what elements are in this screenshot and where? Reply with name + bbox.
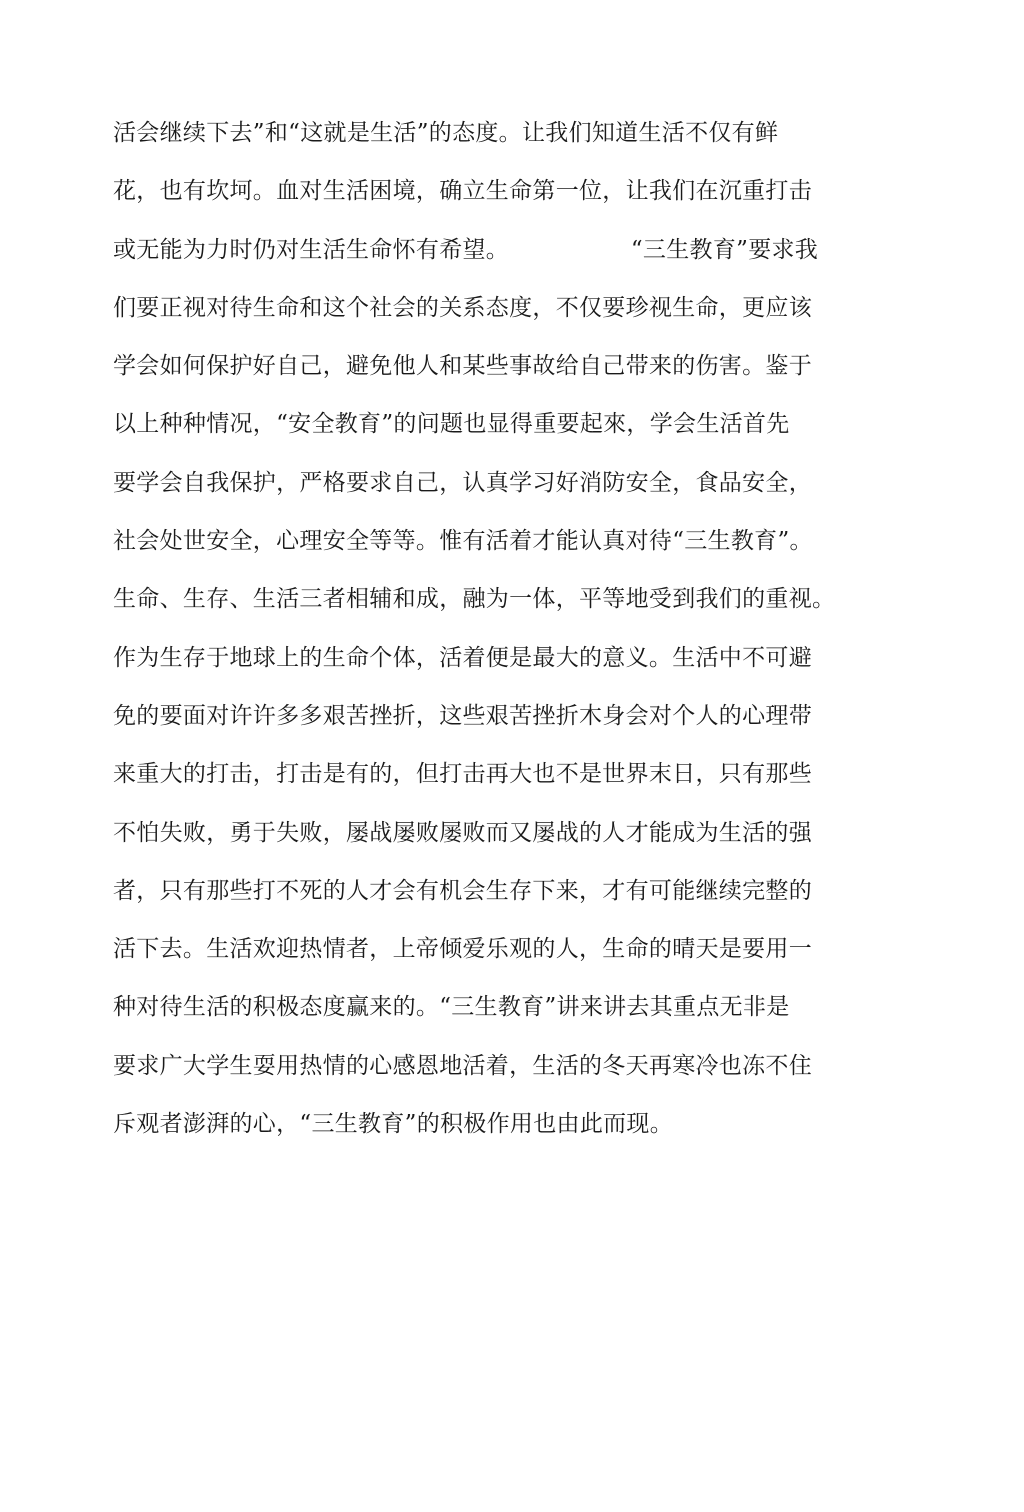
text-line: 不怕失败，勇于失败，屡战屡败屡败而又屡战的人才能成为生活的强 (113, 819, 812, 846)
text-line: 社会处世安全，心理安全等等。惟有活着才能认真对待“三生教育”。 (113, 528, 813, 555)
text-line: 斥观者澎湃的心，“三生教育”的积极作用也由此而现。 (113, 1111, 674, 1138)
text-line: 学会如何保护好自己，避免他人和某些事故给自己带来的伤害。鉴于 (113, 353, 812, 380)
text-line: 花，也有坎坷。血对生活困境，确立生命第一位，让我们在沉重打击 (113, 178, 812, 205)
text-line: 们要正视对待生命和这个社会的关系态度，不仅要珍视生命，更应该 (113, 294, 812, 321)
text-line: 以上种种情况，“安全教育”的问题也显得重要起來，学会生活首先 (113, 411, 790, 438)
text-line: 来重大的打击，打击是有的，但打击再大也不是世界末日，只有那些 (113, 761, 812, 788)
text-line: 活下去。生活欢迎热情者，上帝倾爱乐观的人，生命的晴天是要用一 (113, 936, 812, 963)
text-line: 要求广大学生耍用热情的心感恩地活着，生活的冬天再寒冷也冻不住 (113, 1052, 812, 1079)
text-line: 要学会自我保护，严格要求自己，认真学习好消防安全，食品安全， (113, 469, 812, 496)
text-line: 者，只有那些打不死的人才会有机会生存下来，才有可能继续完整的 (113, 877, 812, 904)
text-line: 或无能为力时仍对生活生命怀有希望。 “三生教育”要求我 (113, 236, 819, 263)
text-line: 种对待生活的积极态度赢来的。“三生教育”讲来讲去其重点无非是 (113, 994, 790, 1021)
text-line: 活会继续下去”和“这就是生活”的态度。让我们知道生活不仅有鲜 (113, 120, 779, 146)
text-line: 作为生存于地球上的生命个体，活着便是最大的意义。生活中不可避 (113, 644, 812, 671)
text-line: 免的要面对许许多多艰苦挫折，这些艰苦挫折木身会对个人的心理带 (113, 702, 812, 729)
text-line: 生命、生存、生活三者相辅和成，融为一体，平等地受到我们的重视。 (113, 586, 836, 613)
body-text (113, 112, 953, 1161)
